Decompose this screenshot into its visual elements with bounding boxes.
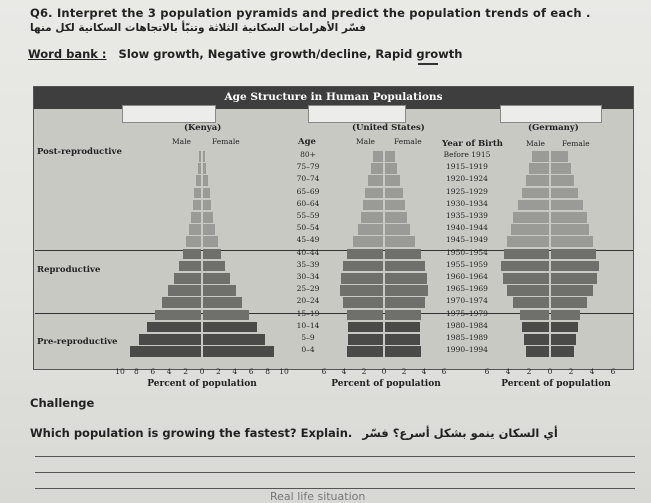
germany-male-bar	[522, 322, 549, 333]
germany-x-tick: 0	[547, 367, 553, 376]
year-of-birth-label: Before 1915	[443, 150, 491, 159]
us-male-bar	[347, 346, 383, 357]
age-label: 45–49	[296, 235, 320, 245]
kenya-female-bar	[203, 322, 257, 333]
age-label: 20–24	[296, 296, 320, 306]
kenya-female-label: Female	[212, 137, 240, 146]
age-label: 30–34	[296, 272, 320, 281]
germany-female-bar	[551, 151, 568, 162]
kenya-x-tick: 6	[248, 367, 254, 376]
year-of-birth-label: 1955–1959	[446, 259, 488, 269]
germany-female-label: Female	[562, 139, 590, 148]
stage-pre-reproductive: Pre-reproductive	[37, 337, 118, 347]
us-female-bar	[385, 273, 427, 284]
year-of-birth-label: 1950–1954	[446, 247, 488, 257]
germany-female-bar	[551, 322, 578, 333]
germany-male-bar	[520, 310, 549, 321]
age-header: Age	[298, 137, 316, 147]
germany-female-bar	[551, 212, 587, 223]
age-label: 75–79	[296, 162, 320, 172]
age-label: 60–64	[296, 198, 320, 208]
year-of-birth-label: 1975–1979	[446, 308, 488, 318]
year-of-birth-label: 1980–1984	[446, 320, 488, 330]
year-of-birth-label: 1940–1944	[446, 223, 488, 233]
challenge-question-ar: أي السكان ينمو بشكل أسرع؟ فسّر	[362, 426, 558, 440]
us-female-bar	[385, 175, 400, 186]
us-female-bar	[385, 224, 410, 235]
kenya-male-bar	[189, 224, 201, 235]
germany-male-bar	[503, 273, 549, 284]
germany-male-bar	[522, 188, 549, 199]
germany-female-bar	[551, 249, 596, 260]
germany-female-bar	[551, 273, 597, 284]
age-label: 50–54	[296, 223, 320, 233]
kenya-male-bar	[147, 322, 201, 333]
germany-x-tick: 6	[610, 367, 616, 376]
kenya-male-bar	[155, 310, 201, 321]
kenya-female-bar	[203, 334, 265, 345]
label-box-germany	[500, 105, 602, 123]
kenya-female-bar	[203, 285, 236, 296]
year-of-birth-label: 1925–1929	[446, 186, 488, 196]
kenya-male-bar	[139, 334, 201, 345]
germany-x-tick: 6	[484, 367, 490, 376]
germany-male-bar	[529, 163, 549, 174]
kenya-female-bar	[203, 297, 242, 308]
germany-female-bar	[551, 334, 576, 345]
stage-reproductive: Reproductive	[37, 265, 101, 275]
kenya-male-bar	[183, 249, 201, 260]
us-male-bar	[361, 212, 383, 223]
kenya-male-bar	[162, 297, 201, 308]
word-bank-label: Word bank :	[28, 47, 107, 61]
footer-text: Real life situation	[270, 490, 366, 503]
us-female-bar	[385, 163, 397, 174]
kenya-female-bar	[203, 273, 230, 284]
stage-post-reproductive: Post-reproductive	[37, 147, 122, 157]
germany-male-bar	[513, 212, 549, 223]
kenya-x-tick: 10	[115, 367, 125, 376]
label-boxes	[122, 105, 602, 123]
answer-line-3[interactable]	[35, 488, 635, 489]
us-male-bar	[348, 322, 383, 333]
us-x-tick: 4	[421, 367, 427, 376]
kenya-female-bar	[203, 200, 211, 211]
us-male-bar	[353, 236, 383, 247]
year-of-birth-label: 1930–1934	[446, 198, 488, 208]
us-female-bar	[385, 310, 421, 321]
us-female-bar	[385, 188, 403, 199]
kenya-female-bar	[203, 175, 208, 186]
kenya-male-bar	[191, 212, 201, 223]
challenge-question	[30, 426, 558, 440]
germany-male-bar	[518, 200, 550, 211]
us-female-bar	[385, 236, 415, 247]
germany-female-bar	[551, 285, 593, 296]
us-male-bar	[368, 175, 383, 186]
age-label: 55–59	[296, 211, 320, 220]
xlabel-kenya: Percent of population	[147, 379, 257, 389]
question-title: Q6. Interpret the 3 population pyramids and predict the population trends of each .	[30, 6, 591, 20]
kenya-male-bar	[193, 200, 201, 211]
age-label: 0–4	[301, 345, 315, 355]
us-x-tick: 6	[441, 367, 447, 376]
age-structure-figure	[33, 86, 634, 389]
kenya-male-bar	[199, 151, 201, 162]
us-female-bar	[385, 212, 407, 223]
answer-line-2[interactable]	[35, 472, 635, 473]
germany-male-bar	[501, 261, 549, 272]
kenya-female-bar	[203, 163, 206, 174]
kenya-male-bar	[168, 285, 201, 296]
year-of-birth-label: 1990–1994	[446, 345, 488, 355]
kenya-x-tick: 10	[279, 367, 289, 376]
us-x-tick: 4	[341, 367, 347, 376]
us-male-label: Male	[356, 137, 375, 146]
kenya-x-tick: 2	[216, 367, 221, 376]
challenge-question-en: Which population is growing the fastest? Explain.	[30, 426, 353, 440]
kenya-x-tick: 0	[199, 367, 205, 376]
us-female-bar	[385, 285, 428, 296]
us-x-tick: 2	[401, 367, 407, 376]
germany-female-bar	[551, 175, 574, 186]
year-of-birth-label: 1945–1949	[446, 235, 488, 245]
us-x-tick: 0	[381, 367, 387, 376]
germany-x-tick: 2	[568, 367, 574, 376]
us-female-bar	[385, 249, 421, 260]
year-of-birth-label: 1985–1989	[446, 333, 488, 342]
kenya-x-tick: 4	[232, 367, 238, 376]
age-label: 15–19	[296, 308, 320, 318]
us-male-bar	[347, 310, 383, 321]
challenge-heading: Challenge	[30, 396, 95, 410]
germany-x-tick: 4	[589, 367, 595, 376]
year-of-birth-label: 1970–1974	[446, 296, 488, 306]
us-male-bar	[340, 285, 383, 296]
us-male-bar	[371, 163, 383, 174]
us-x-tick: 6	[321, 367, 327, 376]
us-male-bar	[347, 249, 383, 260]
germany-female-bar	[551, 224, 589, 235]
us-male-bar	[358, 224, 383, 235]
germany-female-bar	[551, 200, 583, 211]
year-of-birth-label: 1965–1969	[446, 284, 488, 294]
us-female-bar	[385, 322, 420, 333]
age-label: 70–74	[296, 174, 320, 184]
age-label: 25–29	[296, 284, 320, 294]
year-of-birth-label: 1915–1919	[446, 162, 488, 172]
germany-female-bar	[551, 163, 571, 174]
us-female-bar	[385, 334, 420, 345]
germany-x-tick: 2	[526, 367, 532, 376]
age-label: 65–69	[296, 186, 320, 196]
kenya-male-label: Male	[172, 137, 191, 146]
word-bank-items: Slow growth, Negative growth/decline, Rapid growth	[118, 47, 463, 61]
us-male-bar	[365, 188, 383, 199]
kenya-x-tick: 2	[183, 367, 188, 376]
kenya-male-bar	[130, 346, 201, 357]
germany-male-bar	[504, 249, 549, 260]
germany-male-bar	[532, 151, 549, 162]
kenya-female-bar	[203, 151, 205, 162]
us-female-bar	[385, 297, 425, 308]
germany-male-bar	[526, 175, 549, 186]
kenya-female-bar	[203, 346, 274, 357]
us-female-bar	[385, 200, 405, 211]
germany-x-tick: 4	[505, 367, 511, 376]
kenya-x-tick: 4	[166, 367, 172, 376]
germany-male-bar	[507, 285, 549, 296]
germany-male-bar	[511, 224, 549, 235]
age-label: 35–39	[296, 259, 320, 269]
us-male-bar	[343, 297, 383, 308]
year-of-birth-label: 1935–1939	[446, 211, 488, 220]
kenya-female-bar	[203, 261, 225, 272]
kenya-female-bar	[203, 310, 249, 321]
kenya-x-tick: 6	[150, 367, 156, 376]
germany-male-bar	[507, 236, 549, 247]
kenya-male-bar	[194, 188, 201, 199]
germany-female-bar	[551, 297, 587, 308]
us-x-tick: 2	[361, 367, 367, 376]
age-label: 10–14	[296, 320, 320, 330]
germany-female-bar	[551, 261, 599, 272]
kenya-female-bar	[203, 224, 215, 235]
germany-female-bar	[551, 346, 574, 357]
age-label: 5–9	[301, 333, 315, 342]
question-arabic: فسّر الأهرامات السكانية الثلاثة وتنبّأ بالاتجاهات السكانية لكل منها	[30, 22, 367, 34]
germany-female-bar	[551, 236, 593, 247]
age-label: 80+	[300, 150, 316, 159]
kenya-female-bar	[203, 188, 210, 199]
us-male-bar	[373, 151, 383, 162]
us-female-bar	[385, 261, 425, 272]
kenya-male-bar	[174, 273, 201, 284]
panel-label-us: (United States)	[352, 123, 425, 133]
germany-male-bar	[513, 297, 549, 308]
us-female-bar	[385, 346, 421, 357]
kenya-x-tick: 8	[265, 367, 270, 376]
kenya-male-bar	[186, 236, 201, 247]
year-header: Year of Birth	[442, 139, 503, 149]
kenya-female-bar	[203, 212, 213, 223]
us-female-bar	[385, 151, 395, 162]
word-bank	[28, 47, 462, 61]
year-of-birth-label: 1920–1924	[446, 174, 488, 184]
panel-label-kenya: (Kenya)	[184, 123, 222, 133]
xlabel-us: Percent of population	[331, 379, 441, 389]
age-label: 40–44	[296, 247, 320, 257]
word-bank-underline	[418, 63, 438, 65]
germany-female-bar	[551, 310, 580, 321]
xlabel-germany: Percent of population	[501, 379, 611, 389]
us-male-bar	[348, 334, 383, 345]
panel-label-germany: (Germany)	[528, 123, 579, 133]
answer-line-1[interactable]	[35, 456, 635, 457]
germany-male-bar	[524, 334, 549, 345]
germany-female-bar	[551, 188, 578, 199]
figure-title: Age Structure in Human Populations	[224, 91, 443, 103]
germany-male-label: Male	[526, 139, 545, 148]
kenya-male-bar	[198, 163, 201, 174]
kenya-male-bar	[179, 261, 201, 272]
kenya-male-bar	[196, 175, 201, 186]
kenya-female-bar	[203, 249, 221, 260]
us-male-bar	[343, 261, 383, 272]
germany-male-bar	[526, 346, 549, 357]
kenya-female-bar	[203, 236, 218, 247]
kenya-x-tick: 8	[134, 367, 139, 376]
label-box-us	[308, 105, 406, 123]
us-male-bar	[363, 200, 383, 211]
label-box-kenya	[122, 105, 216, 123]
us-male-bar	[341, 273, 383, 284]
year-of-birth-label: 1960–1964	[446, 272, 488, 281]
us-female-label: Female	[394, 137, 422, 146]
